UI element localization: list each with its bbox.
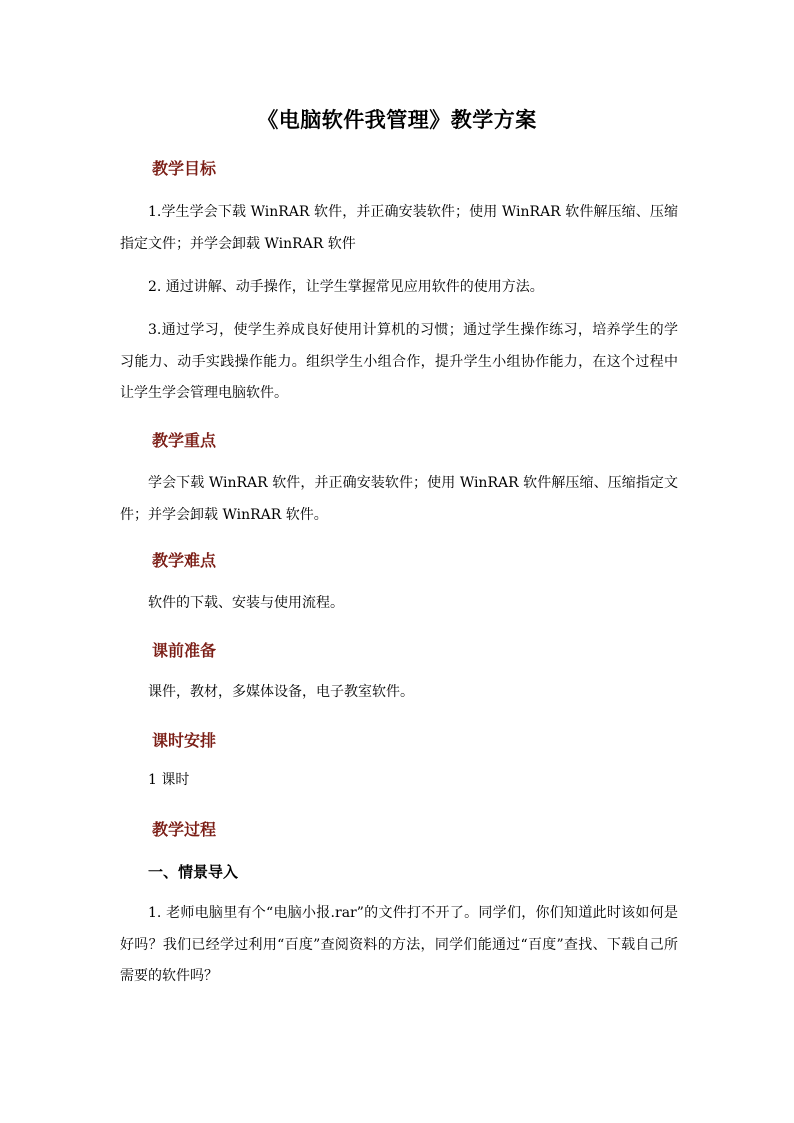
key-points-text: 学会下载 WinRAR 软件，并正确安装软件；使用 WinRAR 软件解压缩、压缩指定文件；并学会卸载 WinRAR 软件。 — [120, 475, 678, 523]
heading-schedule: 课时安排 — [152, 731, 217, 750]
objective-item-1: 1.学生学会下载 WinRAR 软件，并正确安装软件；使用 WinRAR 软件解压缩、压缩指定文件；并学会卸载 WinRAR 软件 — [120, 204, 678, 252]
heading-key-points: 教学重点 — [152, 431, 217, 450]
heading-process: 教学过程 — [152, 820, 217, 839]
schedule-text: 1 课时 — [148, 772, 190, 788]
difficulties-text: 软件的下载、安装与使用流程。 — [148, 595, 344, 611]
heading-objectives: 教学目标 — [152, 159, 217, 178]
subheading-scene-intro: 一、情景导入 — [148, 863, 239, 881]
heading-preparation: 课前准备 — [152, 641, 217, 660]
objective-item-2: 2. 通过讲解、动手操作，让学生掌握常见应用软件的使用方法。 — [148, 279, 544, 295]
preparation-text: 课件，教材，多媒体设备，电子教室软件。 — [148, 684, 414, 700]
objective-item-3: 3.通过学习，使学生养成良好使用计算机的习惯；通过学生操作练习，培养学生的学习能力、动手实践操作能力。组织学生小组合作，提升学生小组协作能力，在这个过程中让学生学会管理电脑软件。 — [120, 322, 678, 401]
heading-difficulties: 教学难点 — [152, 551, 217, 570]
process-text: 1. 老师电脑里有个“电脑小报.rar”的文件打不开了。同学们，你们知道此时该如何是好吗？我们已经学过利用“百度”查阅资料的方法，同学们能通过“百度”查找、下载自己所需要的软件吗？ — [120, 905, 678, 984]
document-title: 《电脑软件我管理》教学方案 — [257, 107, 537, 132]
